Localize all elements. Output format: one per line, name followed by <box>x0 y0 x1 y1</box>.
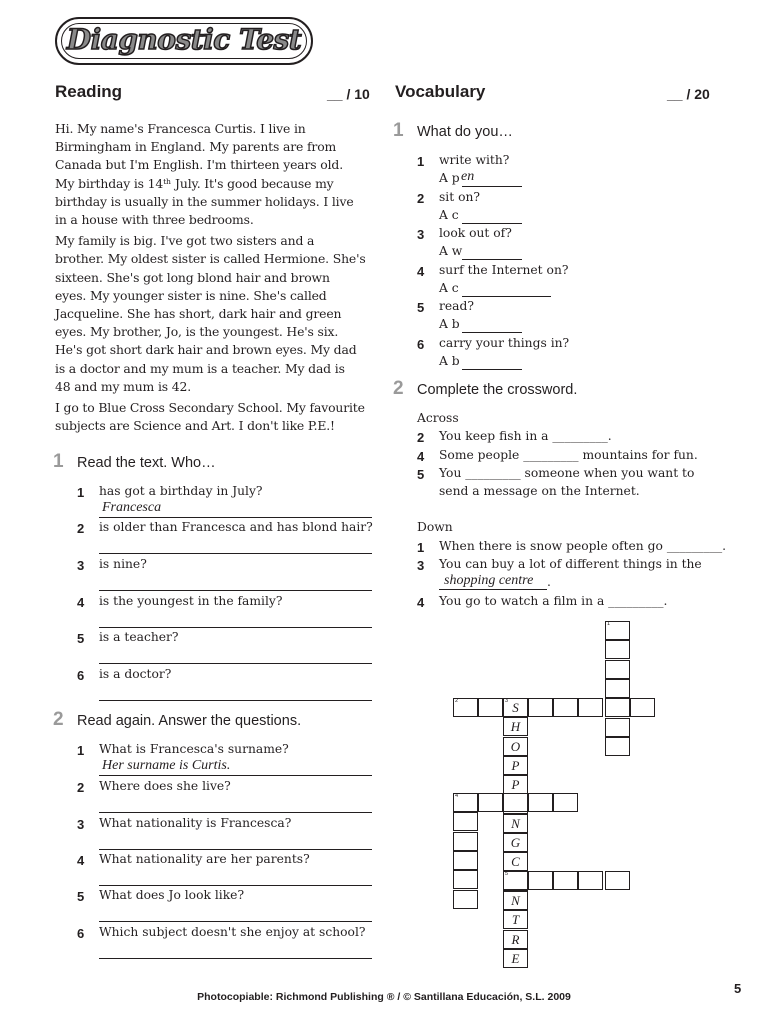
question-number: 6 <box>77 668 85 683</box>
answer-line[interactable] <box>99 517 372 518</box>
crossword-cell[interactable] <box>503 930 528 949</box>
crossword-cell[interactable] <box>503 852 528 871</box>
clue-number: 5 <box>417 467 425 482</box>
crossword-cell[interactable] <box>578 871 603 890</box>
question-text: What is Francesca's surname? <box>99 742 289 756</box>
clue-text: You can buy a lot of different things in the <box>439 557 702 571</box>
crossword-cell[interactable] <box>453 851 478 870</box>
answer-line[interactable] <box>99 849 372 850</box>
question-number: 4 <box>77 853 85 868</box>
crossword-cell[interactable] <box>553 698 578 717</box>
handwritten-answer: shopping centre <box>444 573 534 588</box>
exercise-number: 1 <box>53 451 64 472</box>
page-number: 5 <box>734 981 742 996</box>
across-label: Across <box>417 411 459 425</box>
answer-line[interactable] <box>99 775 372 776</box>
answer-prefix: A p <box>439 171 460 185</box>
crossword-cell[interactable] <box>478 698 503 717</box>
question-number: 3 <box>77 817 85 832</box>
question-text: Which subject doesn't she enjoy at school? <box>99 925 366 939</box>
crossword-letter: N <box>511 816 520 831</box>
crossword-letter: R <box>511 932 520 947</box>
crossword-cell[interactable] <box>453 890 478 909</box>
crossword-cell[interactable] <box>503 793 528 812</box>
answer-line[interactable] <box>99 663 372 664</box>
clue-text: You go to watch a film in a _________. <box>439 594 668 608</box>
crossword-clue-number: 1 <box>607 621 611 627</box>
crossword-cell[interactable] <box>605 718 630 737</box>
crossword-cell[interactable] <box>605 737 630 756</box>
vocabulary-title: Vocabulary <box>395 82 486 101</box>
clue-number: 4 <box>417 449 425 464</box>
answer-line[interactable] <box>462 223 522 224</box>
paragraph: Hi. My name's Francesca Curtis. I live in Birmingham in England. My parents are from Canada but I'm English. I'm thirteen years old. My birthday is 14ᵗʰ July. It's good because my birthday is usually in the summer holidays. I live in a house with three bedrooms. <box>55 121 354 228</box>
vocabulary-score: __ / 20 <box>667 86 710 102</box>
crossword-cell[interactable] <box>453 832 478 851</box>
question-number: 6 <box>417 337 425 352</box>
question-text: sit on? <box>439 190 481 204</box>
paragraph: I go to Blue Cross Secondary School. My favourite subjects are Science and Art. I don't like P.E.! <box>55 400 365 434</box>
answer-line[interactable] <box>99 627 372 628</box>
question-text: What nationality is Francesca? <box>99 816 292 830</box>
crossword-cell[interactable] <box>605 621 630 640</box>
exercise-number: 2 <box>53 709 64 730</box>
crossword-letter: G <box>510 835 521 850</box>
question-text: read? <box>439 299 474 313</box>
answer-line[interactable] <box>462 332 522 333</box>
question-text: write with? <box>439 153 510 167</box>
question-number: 1 <box>77 743 85 758</box>
handwritten-answer: Her surname is Curtis. <box>102 758 231 773</box>
question-text: What does Jo look like? <box>99 888 245 902</box>
answer-line[interactable] <box>99 885 372 886</box>
question-number: 4 <box>417 264 425 279</box>
crossword-cell[interactable] <box>503 775 528 794</box>
question-text: is the youngest in the family? <box>99 594 283 608</box>
crossword-letter: C <box>511 854 520 869</box>
footer-copyright: Photocopiable: Richmond Publishing ® / © Santillana Educación, S.L. 2009 <box>197 991 571 1003</box>
title-badge <box>55 17 313 65</box>
crossword-cell[interactable] <box>503 949 528 968</box>
answer-line[interactable] <box>462 259 522 260</box>
crossword-cell[interactable] <box>503 891 528 910</box>
crossword-cell[interactable] <box>453 812 478 831</box>
question-text: is a doctor? <box>99 667 172 681</box>
handwritten-answer: en <box>461 169 475 184</box>
title-badge-text: Diagnostic Test <box>66 23 302 56</box>
crossword-cell[interactable] <box>503 871 528 890</box>
exercise-number: 1 <box>393 120 404 141</box>
crossword-letter: H <box>510 719 521 734</box>
answer-prefix: A c <box>439 208 459 222</box>
crossword-letter: N <box>511 893 520 908</box>
clue-text: Some people _________ mountains for fun. <box>439 448 698 462</box>
crossword-clue-number: 3 <box>505 698 509 704</box>
answer-line[interactable] <box>462 186 522 187</box>
crossword-cell[interactable] <box>605 698 630 717</box>
crossword-cell[interactable] <box>605 660 630 679</box>
crossword-cell[interactable] <box>528 871 553 890</box>
crossword-cell[interactable] <box>503 756 528 775</box>
exercise-title: Read the text. Who… <box>77 455 216 471</box>
crossword-cell[interactable] <box>503 833 528 852</box>
clue-number: 2 <box>417 430 425 445</box>
question-number: 4 <box>77 595 85 610</box>
question-text: is older than Francesca and has blond hair? <box>99 520 373 534</box>
question-text: is a teacher? <box>99 630 179 644</box>
question-number: 2 <box>77 521 85 536</box>
answer-line[interactable] <box>99 700 372 701</box>
exercise-title: Complete the crossword. <box>417 382 578 398</box>
crossword-cell[interactable] <box>503 910 528 929</box>
crossword-cell[interactable] <box>605 640 630 659</box>
clue-text: When there is snow people often go _________. <box>439 539 727 553</box>
question-text: What nationality are her parents? <box>99 852 310 866</box>
down-label: Down <box>417 520 453 534</box>
exercise-title: What do you… <box>417 124 513 140</box>
question-number: 1 <box>77 485 85 500</box>
crossword-letter: P <box>511 777 520 792</box>
clue-text: send a message on the Internet. <box>439 484 640 498</box>
crossword-cell[interactable] <box>553 793 578 812</box>
crossword-cell[interactable] <box>503 717 528 736</box>
answer-prefix: A w <box>439 244 463 258</box>
clue-number: 4 <box>417 595 425 610</box>
crossword-cell[interactable] <box>453 870 478 889</box>
reading-score: __ / 10 <box>327 86 370 102</box>
question-text: carry your things in? <box>439 336 570 350</box>
question-number: 5 <box>417 300 425 315</box>
crossword-cell[interactable] <box>578 698 603 717</box>
clue-text: You _________ someone when you want to <box>439 466 695 480</box>
answer-line[interactable] <box>99 958 372 959</box>
clue-text: You keep fish in a _________. <box>439 429 612 443</box>
exercise-title: Read again. Answer the questions. <box>77 713 302 729</box>
crossword-cell[interactable] <box>630 698 655 717</box>
crossword-clue-number: 4 <box>455 793 459 799</box>
reading-text <box>55 120 380 435</box>
question-text: Where does she live? <box>99 779 231 793</box>
answer-prefix: A c <box>439 281 459 295</box>
question-number: 5 <box>77 631 85 646</box>
answer-line[interactable] <box>439 589 547 590</box>
question-number: 1 <box>417 154 425 169</box>
answer-line[interactable] <box>462 369 522 370</box>
answer-line[interactable] <box>99 921 372 922</box>
crossword-letter: T <box>511 912 520 927</box>
crossword-cell[interactable] <box>605 679 630 698</box>
crossword-cell[interactable] <box>453 793 478 812</box>
crossword-cell[interactable] <box>503 737 528 756</box>
question-number: 5 <box>77 889 85 904</box>
clue-suffix: . <box>547 575 551 589</box>
crossword-cell[interactable] <box>503 814 528 833</box>
crossword-cell[interactable] <box>528 793 553 812</box>
crossword-cell[interactable] <box>503 698 528 717</box>
clue-number: 1 <box>417 540 425 555</box>
crossword-cell[interactable] <box>478 793 503 812</box>
question-number: 6 <box>77 926 85 941</box>
crossword-cell[interactable] <box>553 871 578 890</box>
question-text: look out of? <box>439 226 512 240</box>
handwritten-answer: Francesca <box>102 500 162 515</box>
paragraph: My family is big. I've got two sisters and a brother. My oldest sister is called Hermione. She's sixteen. She's got long blond hair and brown eyes. My younger sister is nine. She's called Jacqueline. She has short, dark hair and green eyes. My brother, Jo, is the youngest. He's six. He's got short dark hair and brown eyes. My dad is a doctor and my mum is a teacher. My dad is 48 and my mum is 42. <box>55 233 366 394</box>
crossword-cell[interactable] <box>453 698 478 717</box>
crossword-letter: P <box>511 758 520 773</box>
question-text: surf the Internet on? <box>439 263 569 277</box>
answer-line[interactable] <box>99 812 372 813</box>
question-number: 3 <box>77 558 85 573</box>
answer-line[interactable] <box>462 296 551 297</box>
crossword-letter: O <box>510 739 521 754</box>
crossword-clue-number: 5 <box>505 871 509 877</box>
clue-number: 3 <box>417 558 425 573</box>
question-number: 2 <box>417 191 425 206</box>
answer-line[interactable] <box>99 590 372 591</box>
question-text: is nine? <box>99 557 147 571</box>
crossword-cell[interactable] <box>528 698 553 717</box>
answer-line[interactable] <box>99 553 372 554</box>
question-number: 3 <box>417 227 425 242</box>
question-number: 2 <box>77 780 85 795</box>
crossword-cell[interactable] <box>605 871 630 890</box>
question-text: has got a birthday in July? <box>99 484 263 498</box>
crossword-letter: S <box>512 700 519 715</box>
crossword-letter: E <box>511 951 520 966</box>
crossword-clue-number: 2 <box>455 698 459 704</box>
exercise-number: 2 <box>393 378 404 399</box>
reading-title: Reading <box>55 82 123 101</box>
answer-prefix: A b <box>439 354 460 368</box>
answer-prefix: A b <box>439 317 460 331</box>
